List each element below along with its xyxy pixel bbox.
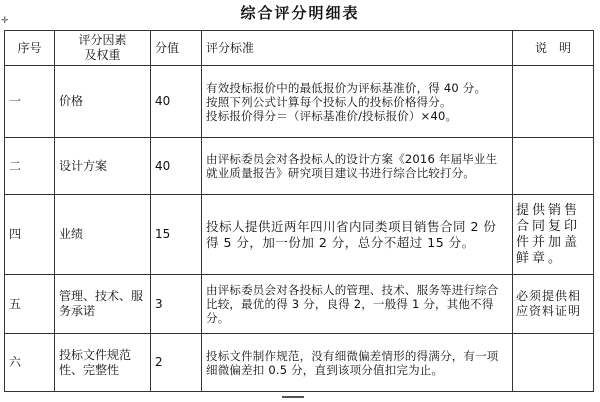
header-index: 序号 <box>5 31 55 66</box>
row-factor: 设计方案 <box>55 138 151 195</box>
row-note: 提供销售合同复印件并加盖鲜章。 <box>513 195 594 275</box>
row-index: 二 <box>5 138 55 195</box>
row-note <box>513 138 594 195</box>
table-row <box>5 275 594 334</box>
row-standard <box>202 138 513 195</box>
standard-line: 按照下列公式计算每个投标人的投标价格得分。 <box>206 94 452 109</box>
row-score: 15 <box>151 195 202 275</box>
table-row <box>5 66 594 138</box>
row-score: 40 <box>151 138 202 195</box>
header-factor-line1: 评分因素 <box>78 33 127 47</box>
row-note <box>513 334 594 392</box>
standard-line: 有效投标报价中的最低报价为评标基准价，得 40 分。 <box>206 80 487 95</box>
row-score: 2 <box>151 334 202 392</box>
row-note <box>513 66 594 138</box>
header-score: 分值 <box>151 31 202 66</box>
row-standard <box>202 195 513 275</box>
move-handle-icon: ✛ <box>1 16 9 26</box>
header-note: 说 明 <box>513 31 594 66</box>
score-table <box>4 30 594 392</box>
header-factor <box>55 31 151 66</box>
standard-line: 投标报价得分＝（评标基准价/投标报价）×40。 <box>206 108 458 123</box>
row-index: 六 <box>5 334 55 392</box>
standard-line: 由评标委员会对各投标人的设计方案《2016 年届毕业生就业质量报告》研究项目建议书进行综合比较打分。 <box>206 152 498 180</box>
row-score: 3 <box>151 275 202 334</box>
header-standard: 评分标准 <box>202 31 513 66</box>
row-standard <box>202 66 513 138</box>
row-index: 一 <box>5 66 55 138</box>
row-factor: 管理、技术、服务承诺 <box>55 275 151 334</box>
header-row <box>5 31 594 66</box>
row-score: 40 <box>151 66 202 138</box>
page-title: 综合评分明细表 <box>240 4 360 22</box>
row-factor: 价格 <box>55 66 151 138</box>
row-note: 必须提供相应资料证明 <box>513 275 594 334</box>
row-standard <box>202 334 513 392</box>
header-factor-line2: 及权重 <box>84 48 121 62</box>
row-standard <box>202 275 513 334</box>
standard-line: 由评标委员会对各投标人的管理、技术、服务等进行综合比较，最优的得 3 分，良得 2，一般得 1 分，其他不得分。 <box>206 283 499 325</box>
table-row <box>5 195 594 275</box>
standard-line: 投标文件制作规范，没有细微偏差情形的得满分，有一项细微偏差扣 0.5 分，直到该项分值扣完为止。 <box>206 348 499 377</box>
table-row <box>5 334 594 392</box>
row-index: 四 <box>5 195 55 275</box>
row-factor: 投标文件规范性、完整性 <box>55 334 151 392</box>
row-factor: 业绩 <box>55 195 151 275</box>
standard-line: 投标人提供近两年四川省内同类项目销售合同 2 份得 5 分，加一份加 2 分，总分不超过 15 分。 <box>206 218 497 250</box>
row-index: 五 <box>5 275 55 334</box>
table-row <box>5 138 594 195</box>
page-edge-divider <box>282 396 304 402</box>
